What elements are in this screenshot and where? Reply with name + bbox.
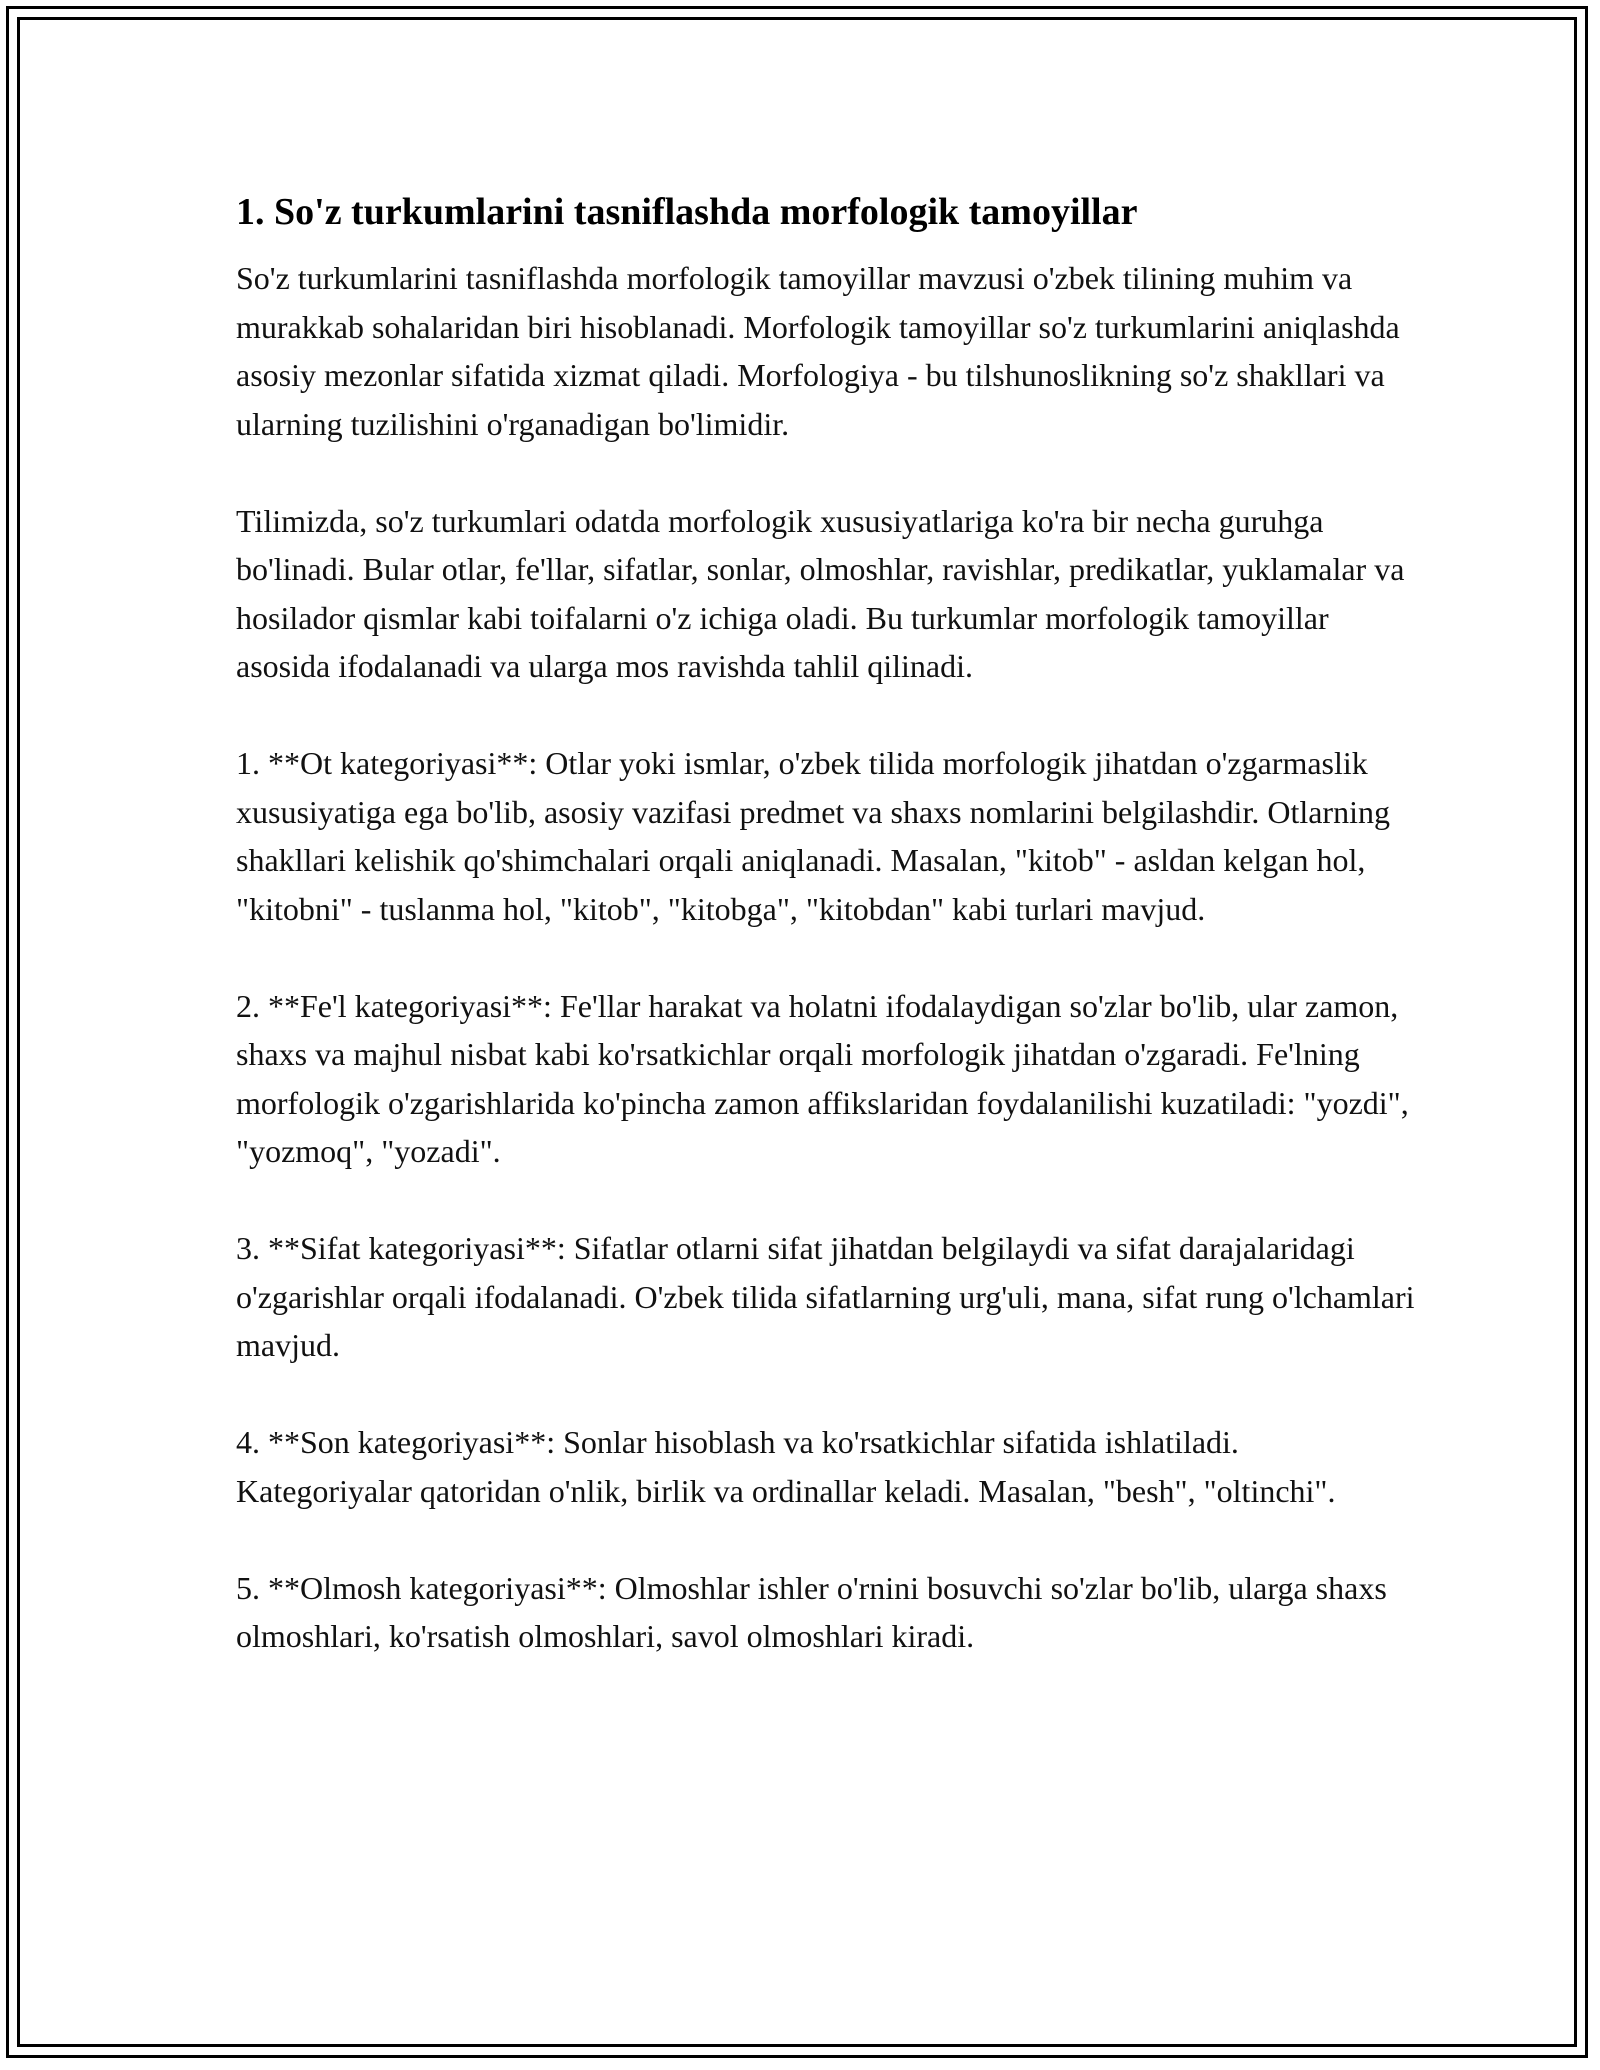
paragraph-intro: So'z turkumlarini tasniflashda morfologik tamoyillar mavzusi o'zbek tilining muhim va murakkab sohalaridan biri hisoblanadi. Morfologik tamoyillar so'z turkumlarini aniqlashda asosiy mezonlar sifatida xizmat qiladi. Morfologiya - bu tilshunoslikning so'z shakllari va ularning tuzilishini o'rganadigan bo'limidir. — [236, 260, 1400, 442]
paragraph-adjective-category: 3. **Sifat kategoriyasi**: Sifatlar otlarni sifat jihatdan belgilaydi va sifat darajalaridagi o'zgarishlar orqali ifodalanadi. O'zbek tilida sifatlarning urg'uli, mana, sifat rung o'lchamlari mavjud. — [236, 1230, 1415, 1363]
paragraph-verb-category: 2. **Fe'l kategoriyasi**: Fe'llar harakat va holatni ifodalaydigan so'zlar bo'lib, ular zamon, shaxs va majhul nisbat kabi ko'rsatkichlar orqali morfologik jihatdan o'zgaradi. Fe'lning morfologik o'zgarishlarida ko'pincha zamon affikslaridan foydalanilishi kuzatiladi: "yozdi", "yozmoq", "yozadi". — [236, 987, 1409, 1169]
paragraph-numeral-category: 4. **Son kategoriyasi**: Sonlar hisoblash va ko'rsatkichlar sifatida ishlatiladi. Kategoriyalar qatoridan o'nlik, birlik va ordinallar keladi. Masalan, "besh", "oltinchi". — [236, 1424, 1336, 1509]
paragraph-pronoun-category: 5. **Olmosh kategoriyasi**: Olmoshlar ishler o'rnini bosuvchi so'zlar bo'lib, ularga shaxs olmoshlari, ko'rsatish olmoshlari, savol olmoshlari kiradi. — [236, 1569, 1387, 1654]
document-body — [236, 186, 1416, 1661]
paragraph-noun-category: 1. **Ot kategoriyasi**: Otlar yoki ismlar, o'zbek tilida morfologik jihatdan o'zgarmaslik xususiyatiga ega bo'lib, asosiy vazifasi predmet va shaxs nomlarini belgilashdir. Otlarning shakllari kelishik qo'shimchalari orqali aniqlanadi. Masalan, "kitob" - asldan kelgan hol, "kitobni" - tuslanma hol, "kitob", "kitobga", "kitobdan" kabi turlari mavjud. — [236, 745, 1390, 927]
document-title: 1. So'z turkumlarini tasniflashda morfologik tamoyillar — [236, 191, 1138, 233]
paragraph-overview: Tilimizda, so'z turkumlari odatda morfologik xususiyatlariga ko'ra bir necha guruhga bo'linadi. Bular otlar, fe'llar, sifatlar, sonlar, olmoshlar, ravishlar, predikatlar, yuklamalar va hosilador qismlar kabi toifalarni o'z ichiga oladi. Bu turkumlar morfologik tamoyillar asosida ifodalanadi va ularga mos ravishda tahlil qilinadi. — [236, 502, 1405, 684]
